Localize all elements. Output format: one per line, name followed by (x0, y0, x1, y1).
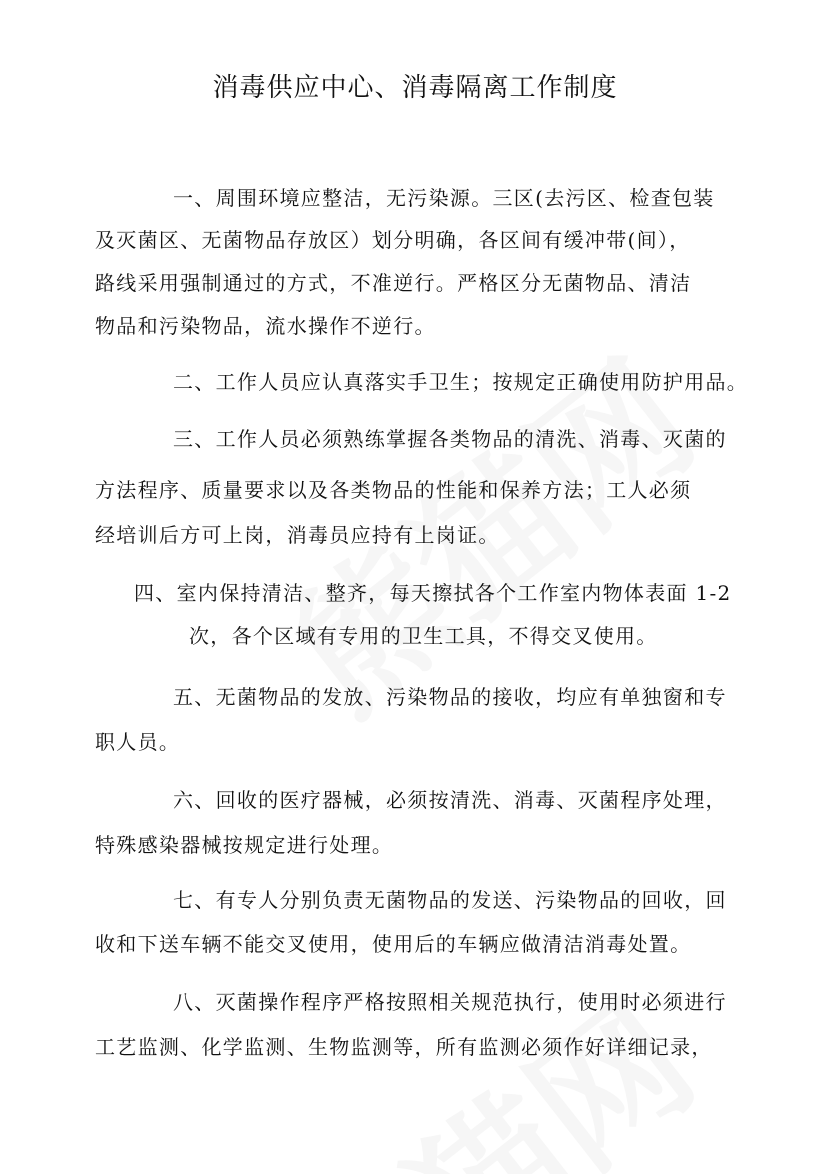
text-line: 工艺监测、化学监测、生物监测等，所有监测必须作好详细记录， (95, 1035, 713, 1059)
text-line: 职人员。 (95, 730, 181, 754)
text-line: 二、工作人员应认真落实手卫生；按规定正确使用防护用品。 (173, 370, 749, 394)
text-line: 三、工作人员必须熟练掌握各类物品的清洗、消毒、灭菌的 (173, 427, 727, 451)
text-line: 及灭菌区、无菌物品存放区）划分明确，各区间有缓冲带(间）， (95, 228, 691, 252)
page-title: 消毒供应中心、消毒隔离工作制度 (212, 73, 618, 103)
text-line: 物品和污染物品，流水操作不逆行。 (95, 314, 436, 338)
text-line: 八、灭菌操作程序严格按照相关规范执行，使用时必须进行 (173, 990, 727, 1014)
text-line: 特殊感染器械按规定进行处理。 (95, 833, 394, 857)
text-line: 一、周围环境应整洁，无污染源。三区(去污区、检查包装 (173, 186, 715, 210)
text-line: 次，各个区域有专用的卫生工具，不得交叉使用。 (189, 624, 658, 648)
text-line: 五、无菌物品的发放、污染物品的接收，均应有单独窗和专 (173, 685, 727, 709)
text-line: 六、回收的医疗器械，必须按清洗、消毒、灭菌程序处理， (173, 788, 727, 812)
text-line: 收和下送车辆不能交叉使用，使用后的车辆应做清洁消毒处置。 (95, 932, 692, 956)
text-line: 四、室内保持清洁、整齐，每天擦拭各个工作室内物体表面 1-2 (134, 581, 732, 605)
text-line: 七、有专人分别负责无菌物品的发送、污染物品的回收，回 (173, 888, 727, 912)
text-line: 经培训后方可上岗，消毒员应持有上岗证。 (95, 523, 500, 547)
text-line: 路线采用强制通过的方式，不准逆行。严格区分无菌物品、清洁 (95, 271, 692, 295)
text-line: 方法程序、质量要求以及各类物品的性能和保养方法；工人必须 (95, 478, 692, 502)
